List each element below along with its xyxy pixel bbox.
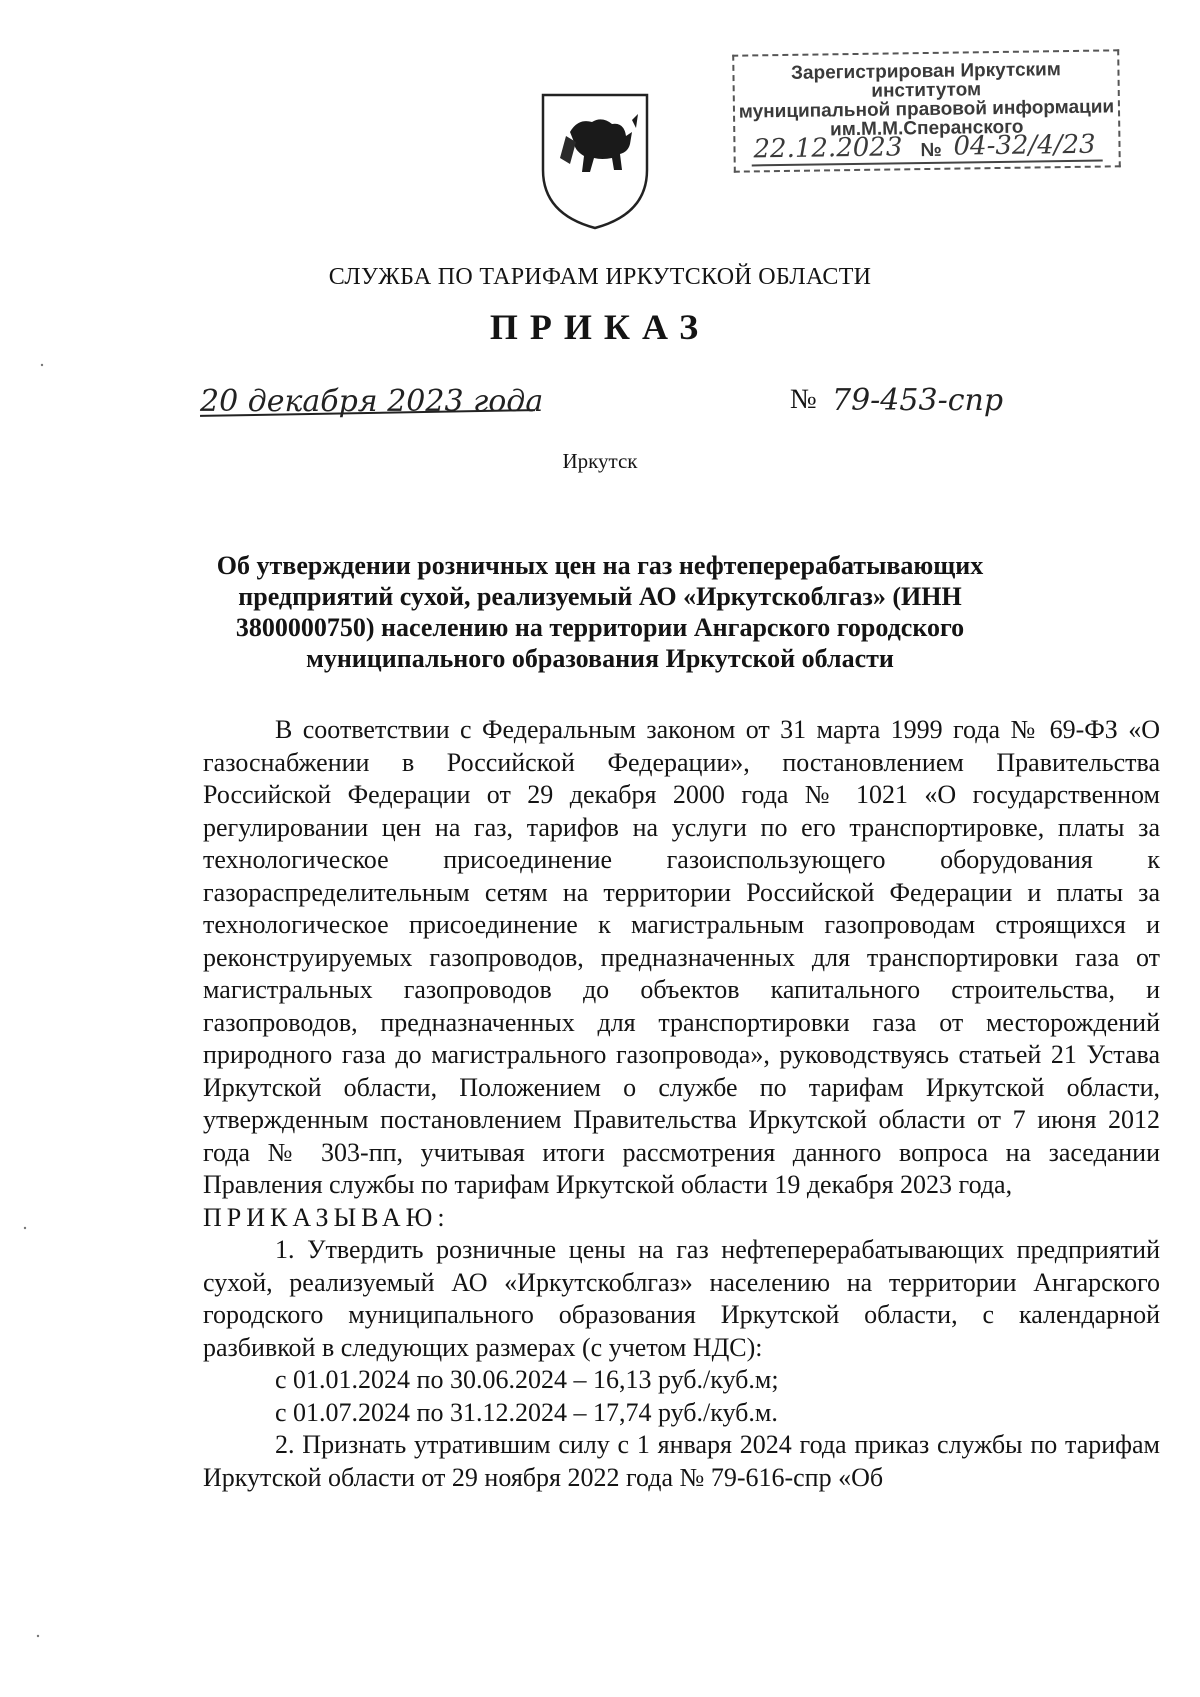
- document-heading: Об утверждении розничных цен на газ нефтеперерабатывающих предприятий сухой, реализуемый АО «Иркутскоблгаз» (ИНН 3800000750) населению на территории Ангарского городского муниципального образования Иркутской области: [216, 551, 984, 673]
- stamp-line-2: муниципальной правовой информации: [738, 96, 1115, 123]
- item-2-paragraph: 2. Признать утратившим силу с 1 января 2024 года приказ службы по тарифам Иркутской области от 29 ноября 2022 года № 79-616-спр «Об: [203, 1430, 1160, 1492]
- order-word: ПРИКАЗЫВАЮ:: [203, 1202, 450, 1232]
- city-name: Иркутск: [562, 449, 638, 473]
- price-period-2: с 01.07.2024 по 31.12.2024 – 17,74 руб./куб.м.: [275, 1397, 778, 1427]
- stamp-number-label: №: [920, 139, 942, 162]
- item-1-paragraph: 1. Утвердить розничные цены на газ нефтеперерабатывающих предприятий сухой, реализуемый АО «Иркутскоблгаз» населению на территории Ангарского городского муниципального образования Иркутской области, с календарной разбивкой в следующих размерах (с учетом НДС):: [203, 1235, 1160, 1362]
- stamp-registration-number: 04-32/4/23: [953, 129, 1096, 162]
- stamp-line-1: Зарегистрирован Иркутским институтом: [790, 59, 1061, 102]
- document-type-title: ПРИКАЗ: [489, 307, 711, 347]
- order-number-handwritten: 79-453-спр: [832, 383, 1004, 418]
- order-date-handwritten: 20 декабря 2023 года: [200, 384, 544, 419]
- stamp-line-3: им.М.М.Сперанского: [829, 116, 1024, 141]
- stamp-registration-date: 22.12.2023: [753, 132, 903, 165]
- preamble-paragraph: В соответствии с Федеральным законом от 31 марта 1999 года № 69-ФЗ «О газоснабжении в Российской Федерации», постановлением Правительства Российской Федерации от 29 декабря 2000 года № 1021 «О государственном регулировании цен на газ, тарифов на услуги по его транспортировке, платы за технологическое присоединение газоиспользующего оборудования к газораспределительным сетям на территории Российской Федерации и платы за технологическое присоединение к магистральным газопроводам строящихся и реконструируемых газопроводов, предназначенных для транспортировки газа от магистральных газопроводов до объектов капитального строительства, и газопроводов, предназначенных для транспортировки газа от месторождений природного газа до магистрального газопровода», руководствуясь статьей 21 Устава Иркутской области, Положением о службе по тарифам Иркутской области, утвержденным постановлением Правительства Иркутской области от 7 июня 2012 года № 303-пп, учитывая итоги рассмотрения данного вопроса на заседании Правления службы по тарифам Иркутской области 19 декабря 2023 года,: [203, 715, 1160, 1199]
- organization-name: СЛУЖБА ПО ТАРИФАМ ИРКУТСКОЙ ОБЛАСТИ: [328, 264, 872, 290]
- price-period-1: с 01.01.2024 по 30.06.2024 – 16,13 руб./куб.м;: [275, 1365, 779, 1394]
- order-number-label: №: [790, 384, 817, 415]
